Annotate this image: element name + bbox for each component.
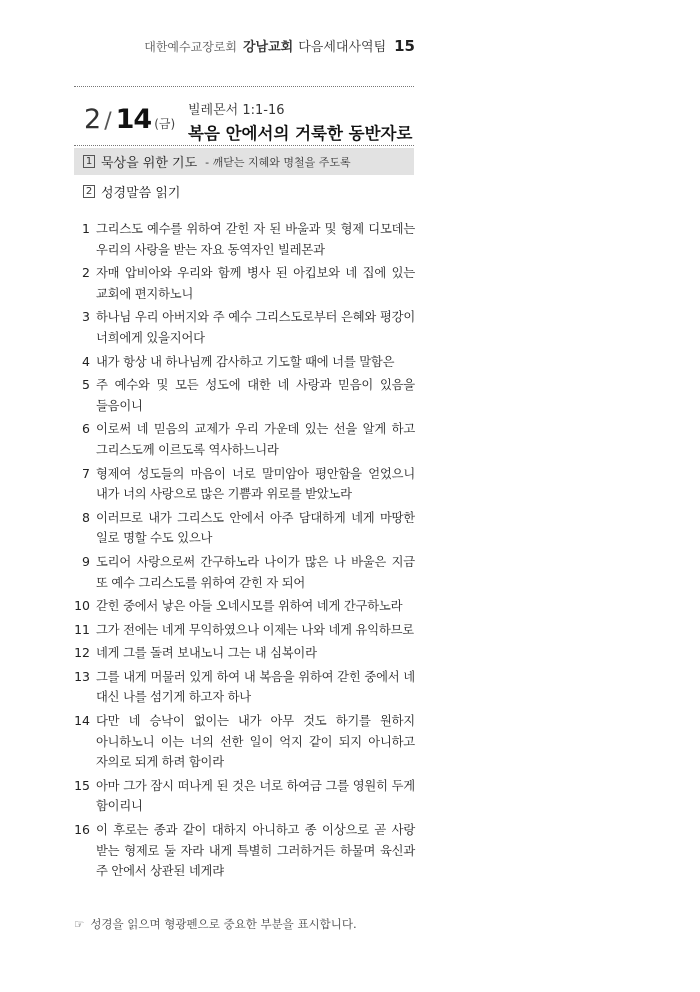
organization-name: 대한예수교장로회 — [144, 40, 237, 54]
verse-number: 11 — [74, 621, 90, 637]
verse-item — [74, 307, 415, 348]
verse-text: 이 후로는 종과 같이 대하지 아니하고 종 이상으로 곧 사랑 받는 형제로 둘 자라 내게 특별히 그러하거든 하물며 육신과 주 안에서 상관된 네게랴 — [96, 823, 415, 879]
reading-title: 복음 안에서의 거룩한 동반자로 — [188, 124, 413, 143]
page-header — [144, 36, 415, 55]
verse-text: 주 예수와 및 모든 성도에 대한 네 사랑과 믿음이 있음을 들음이니 — [96, 378, 415, 413]
verse-text: 이로써 네 믿음의 교제가 우리 가운데 있는 선을 알게 하고 그리스도께 이르도록 역사하느니라 — [96, 422, 415, 457]
date-day: 14 — [115, 104, 152, 135]
step-reading — [74, 182, 180, 201]
verse-text: 갇힌 중에서 낳은 아들 오네시모를 위하여 네게 간구하노라 — [96, 599, 403, 614]
verse-number: 5 — [82, 377, 90, 393]
step-sublabel: - 깨닫는 지혜와 명철을 주도록 — [205, 155, 351, 169]
verse-item — [74, 596, 415, 617]
verse-text: 내가 항상 내 하나님께 감사하고 기도할 때에 너를 말함은 — [96, 354, 395, 369]
verse-item — [74, 464, 415, 505]
verse-item — [74, 552, 415, 593]
step-number-box: 1 — [83, 155, 95, 168]
verse-text: 도리어 사랑으로써 간구하노라 나이가 많은 나 바울은 지금 또 예수 그리스도를 위하여 갇힌 자 되어 — [96, 554, 415, 590]
date-weekday: (금) — [154, 117, 176, 131]
step-prayer — [74, 148, 414, 175]
verse-text: 네게 그를 돌려 보내노니 그는 내 심복이라 — [96, 646, 317, 661]
verse-number: 16 — [74, 822, 90, 838]
verse-item — [74, 820, 415, 882]
date-slash: / — [104, 109, 112, 134]
verse-item — [74, 643, 415, 664]
verse-number: 7 — [82, 465, 90, 481]
verse-number: 2 — [82, 265, 90, 281]
verse-item — [74, 508, 415, 549]
step-label: 묵상을 위한 기도 — [101, 156, 198, 171]
verse-list — [74, 219, 415, 885]
verse-number: 10 — [74, 598, 90, 614]
verse-number: 9 — [82, 553, 90, 569]
verse-text: 자매 압비아와 우리와 함께 병사 된 아킵보와 네 집에 있는 교회에 편지하노니 — [96, 266, 415, 301]
reading-instruction — [74, 916, 357, 932]
reading-heading — [188, 99, 412, 144]
verse-item — [74, 620, 415, 641]
verse-item — [74, 352, 415, 373]
verse-number: 13 — [74, 668, 90, 684]
page-number: 15 — [394, 37, 415, 55]
step-label: 성경말씀 읽기 — [101, 186, 181, 201]
verse-item — [74, 219, 415, 260]
verse-number: 1 — [82, 221, 90, 236]
church-name: 강남교회 — [242, 40, 294, 55]
verse-item — [74, 375, 415, 416]
verse-text: 다만 네 승낙이 없이는 내가 아무 것도 하기를 원하지 아니하노니 이는 너의 선한 일이 억지 같이 되지 아니하고 자의로 되게 하려 함이라 — [96, 714, 415, 770]
team-name: 다음세대사역팀 — [298, 40, 387, 55]
verse-item — [74, 711, 415, 773]
verse-number: 3 — [82, 309, 90, 325]
dotted-divider-top — [74, 86, 414, 87]
verse-text: 그리스도 예수를 위하여 갇힌 자 된 바울과 및 형제 디모데는 우리의 사랑을 받는 자요 동역자인 빌레몬과 — [96, 222, 415, 257]
pointing-hand-icon: ☞ — [74, 917, 85, 931]
date-block — [84, 104, 175, 135]
verse-text: 그를 내게 머물러 있게 하여 내 복음을 위하여 갇힌 중에서 네 대신 나를 섬기게 하고자 하나 — [96, 669, 415, 705]
verse-text: 그가 전에는 네게 무익하였으나 이제는 나와 네게 유익하므로 — [96, 622, 414, 637]
verse-item — [74, 263, 415, 304]
date-month: 2 — [84, 104, 102, 135]
verse-number: 8 — [82, 509, 90, 525]
verse-item — [74, 667, 415, 708]
verse-text: 이러므로 내가 그리스도 안에서 아주 담대하게 네게 마땅한 일로 명할 수도 있으나 — [96, 510, 415, 546]
instruction-text: 성경을 읽으며 형광펜으로 중요한 부분을 표시합니다. — [90, 917, 357, 931]
verse-number: 14 — [74, 713, 90, 729]
verse-number: 6 — [82, 421, 90, 437]
verse-item — [74, 419, 415, 460]
verse-number: 15 — [74, 777, 90, 793]
verse-text: 하나님 우리 아버지와 주 예수 그리스도로부터 은혜와 평강이 너희에게 있을지어다 — [96, 310, 415, 345]
scripture-reference: 빌레몬서 1:1-16 — [188, 103, 285, 118]
verse-text: 형제여 성도들의 마음이 너로 말미암아 평안함을 얻었으니 내가 너의 사랑으로 많은 기쁨과 위로를 받았노라 — [96, 466, 415, 502]
verse-number: 12 — [74, 645, 90, 661]
step-number-box: 2 — [83, 185, 95, 198]
dotted-divider-bottom — [74, 145, 414, 146]
verse-number: 4 — [82, 353, 90, 369]
verse-item — [74, 776, 415, 817]
verse-text: 아마 그가 잠시 떠나게 된 것은 너로 하여금 그를 영원히 두게 함이리니 — [96, 778, 415, 814]
